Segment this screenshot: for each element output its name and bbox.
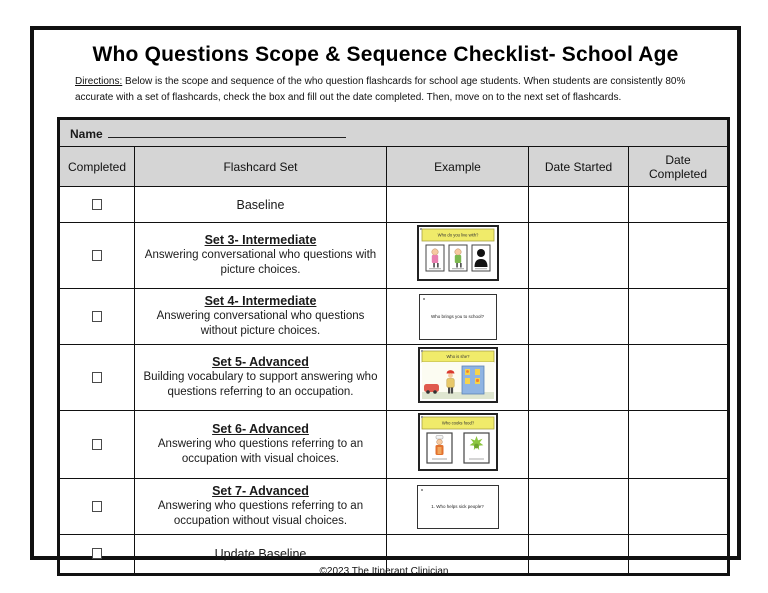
date-started-cell-set5[interactable] — [529, 345, 629, 411]
flashcard-example-image-set4 — [419, 294, 497, 340]
header-flashcard-set: Flashcard Set — [135, 147, 387, 187]
set7-description: Answering who questions referring to an occupation without visual choices. — [157, 499, 364, 527]
header-completed: Completed — [59, 147, 135, 187]
card-question-text: Who is she? — [445, 354, 470, 359]
completed-checkbox-update-baseline[interactable] — [92, 548, 102, 559]
card-question-text: Who cooks food? — [441, 420, 474, 426]
directions-body: Below is the scope and sequence of the who question flashcards for school age students. When students are consistently 80% accurate with a set of flashcards, check the box and fill out the date completed. Then, move on to the next set of flashcards. — [75, 76, 686, 103]
completed-checkbox-baseline[interactable] — [92, 199, 102, 210]
date-started-cell-set3[interactable] — [529, 223, 629, 289]
completed-checkbox-set3[interactable] — [92, 250, 102, 261]
card-question-text: 1. Who helps sick people? — [431, 503, 484, 509]
set4-description: Answering conversational who questions without picture choices. — [156, 309, 365, 337]
page-title: Who Questions Scope & Sequence Checklist- School Age — [92, 43, 679, 66]
header-example: Example — [387, 147, 529, 187]
checklist-table-wrapper — [57, 117, 730, 576]
table-row-set3 — [59, 223, 729, 289]
checklist-table — [57, 117, 730, 576]
card-question-text: Who brings you to school? — [430, 313, 485, 319]
set6-description: Answering who questions referring to an occupation with visual choices. — [157, 437, 364, 465]
table-row-set5 — [59, 345, 729, 411]
flashcard-example-image-set3 — [417, 225, 499, 286]
date-completed-cell-set4[interactable] — [629, 289, 729, 345]
flashcard-example-image-set6 — [418, 413, 498, 476]
header-row — [59, 147, 729, 187]
header-date-completed: Date Completed — [629, 147, 729, 187]
completed-checkbox-set6[interactable] — [92, 439, 102, 450]
date-started-cell-set4[interactable] — [529, 289, 629, 345]
set5-description: Building vocabulary to support answering who questions referring to an occupation. — [143, 370, 378, 398]
table-row-set6 — [59, 411, 729, 479]
table-row-baseline — [59, 187, 729, 223]
directions-label: Directions: — [75, 76, 123, 87]
name-row — [59, 119, 729, 147]
date-started-cell-baseline[interactable] — [529, 187, 629, 223]
date-completed-cell-set6[interactable] — [629, 411, 729, 479]
name-label: Name — [70, 127, 103, 141]
directions-text — [75, 74, 715, 105]
date-completed-cell-baseline[interactable] — [629, 187, 729, 223]
completed-checkbox-set5[interactable] — [92, 372, 102, 383]
table-row-set7 — [59, 479, 729, 535]
set5-title: Set 5- Advanced — [212, 354, 309, 369]
set3-title: Set 3- Intermediate — [204, 232, 317, 247]
completed-checkbox-set7[interactable] — [92, 501, 102, 512]
example-cell-baseline — [387, 187, 529, 223]
date-completed-cell-set5[interactable] — [629, 345, 729, 411]
date-completed-cell-set3[interactable] — [629, 223, 729, 289]
flashcard-example-image-set7 — [417, 485, 499, 529]
date-started-cell-set7[interactable] — [529, 479, 629, 535]
set6-title: Set 6- Advanced — [212, 421, 309, 436]
name-fill-line[interactable] — [108, 125, 346, 138]
table-row-set4 — [59, 289, 729, 345]
date-started-cell-set6[interactable] — [529, 411, 629, 479]
card-question-text: Who do you live with? — [437, 232, 478, 238]
set7-title: Set 7- Advanced — [212, 483, 309, 498]
set3-description: Answering conversational who questions with picture choices. — [144, 248, 377, 276]
date-completed-cell-set7[interactable] — [629, 479, 729, 535]
completed-checkbox-set4[interactable] — [92, 311, 102, 322]
flashcard-example-image-set5 — [418, 347, 498, 408]
copyright-footer: ©2023 The Itinerant Clinician — [319, 566, 449, 577]
worksheet-frame — [30, 26, 741, 560]
set4-title: Set 4- Intermediate — [204, 293, 317, 308]
flashcard-set-label: Update Baseline — [214, 547, 307, 561]
header-date-started: Date Started — [529, 147, 629, 187]
flashcard-set-label: Baseline — [236, 197, 285, 212]
